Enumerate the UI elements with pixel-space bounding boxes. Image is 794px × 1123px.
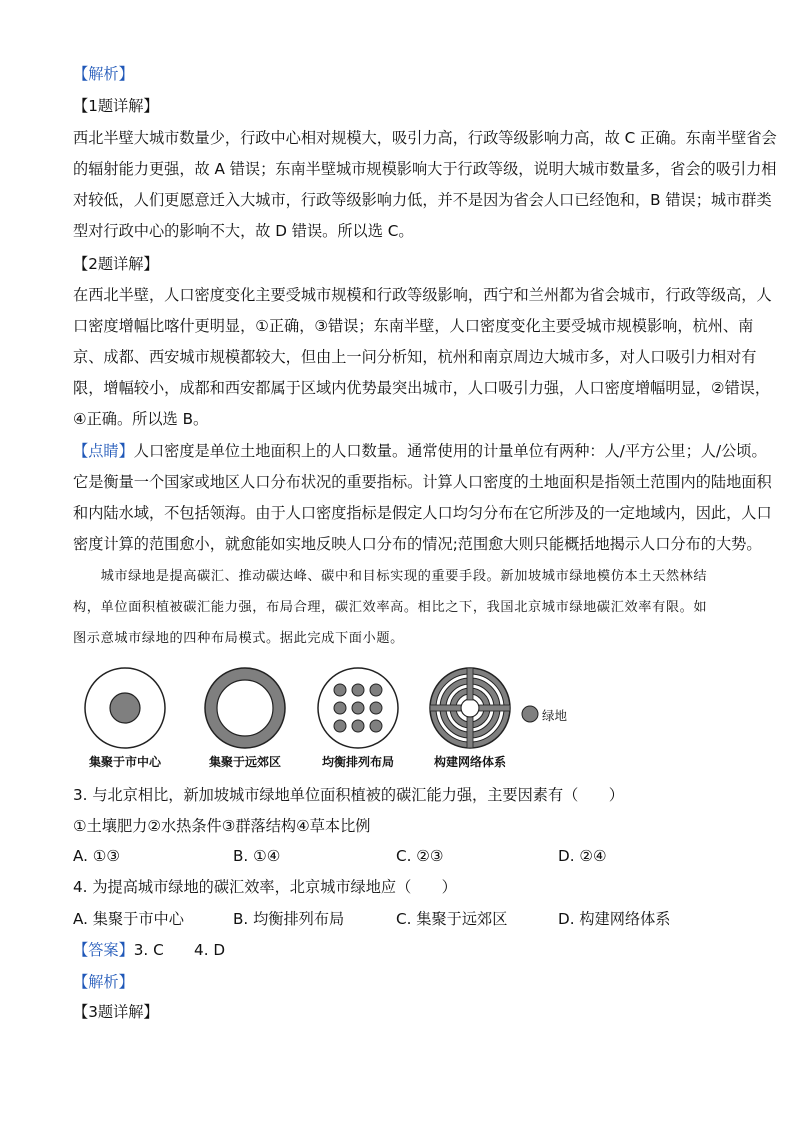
answer-label: 【答案】 bbox=[73, 941, 134, 959]
answer-text: 3. C 4. D bbox=[133, 941, 226, 959]
dianjing-text: 人口密度是单位土地面积上的人口数量。通常使用的计量单位有两种：人/平方公里；人/公顷。 bbox=[133, 442, 767, 460]
section-analysis-heading: 【解析】 bbox=[73, 65, 134, 83]
legend-green-swatch bbox=[522, 706, 538, 722]
q1-text-line: 型对行政中心的影响不大，故 D 错误。所以选 C。 bbox=[73, 222, 414, 240]
mode-even-dots bbox=[334, 684, 382, 732]
dianjing-line bbox=[73, 441, 767, 461]
q3-option-c: C. ②③ bbox=[396, 847, 444, 865]
intro-text-line: 构，单位面积植被碳汇能力强，布局合理，碳汇效率高。相比之下，我国北京城市绿地碳汇效率有限。如 bbox=[73, 600, 708, 615]
mode-suburb-ring bbox=[211, 674, 279, 742]
q2-detail-heading: 【2题详解】 bbox=[73, 255, 159, 273]
q3-option-a: A. ①③ bbox=[73, 847, 121, 865]
q2-text-line: 口密度增幅比喀什更明显，①正确，③错误；东南半壁，人口密度变化主要受城市规模影响，杭州、南 bbox=[73, 317, 754, 335]
green-space-layout-figure bbox=[70, 660, 690, 780]
q4-option-c: C. 集聚于远郊区 bbox=[396, 910, 508, 928]
answer-line bbox=[73, 940, 225, 960]
intro-text-line: 图示意城市绿地的四种布局模式。据此完成下面小题。 bbox=[73, 631, 404, 646]
figure-label: 均衡排列布局 bbox=[321, 755, 394, 769]
section-analysis-heading-2: 【解析】 bbox=[73, 973, 134, 991]
q1-text-line: 的辐射能力更强，故 A 错误；东南半壁城市规模影响大于行政等级，说明大城市数量多，省会的吸引力相 bbox=[73, 160, 777, 178]
intro-text-line: 城市绿地是提高碳汇、推动碳达峰、碳中和目标实现的重要手段。新加坡城市绿地模仿本土天然林结 bbox=[73, 569, 708, 584]
q4-option-a: A. 集聚于市中心 bbox=[73, 910, 184, 928]
q4-option-d: D. 构建网络体系 bbox=[558, 910, 671, 928]
q3-option-d: D. ②④ bbox=[558, 847, 607, 865]
legend-label: 绿地 bbox=[542, 708, 568, 723]
q1-text-line: 对较低，人们更愿意迁入大城市，行政等级影响力低，并不是因为省会人口已经饱和，B 错误；城市群类 bbox=[73, 191, 772, 209]
q2-text-line: 限，增幅较小，成都和西安都属于区域内优势最突出城市，人口吸引力强，人口密度增幅明显，②错误， bbox=[73, 379, 771, 397]
figure-label: 集聚于远郊区 bbox=[208, 755, 281, 769]
q1-detail-heading: 【1题详解】 bbox=[73, 97, 159, 115]
dianjing-text-line: 密度计算的范围愈小，就愈能如实地反映人口分布的情况;范围愈大则只能概括地揭示人口分布的大势。 bbox=[73, 535, 762, 553]
q1-text-line: 西北半壁大城市数量少，行政中心相对规模大，吸引力高，行政等级影响力高，故 C 正确。东南半壁省会 bbox=[73, 129, 777, 147]
dianjing-text-line: 和内陆水域，不包括领海。由于人口密度指标是假定人口均匀分布在它所涉及的一定地域内，因此，人口 bbox=[73, 504, 772, 522]
mode-network bbox=[430, 668, 510, 748]
q3-detail-heading: 【3题详解】 bbox=[73, 1003, 159, 1021]
dianjing-label: 【点睛】 bbox=[73, 442, 134, 460]
q2-text-line: ④正确。所以选 B。 bbox=[73, 410, 209, 428]
mode-center-green bbox=[110, 693, 140, 723]
q2-text-line: 京、成都、西安城市规模都较大，但由上一问分析知，杭州和南京周边大城市多，对人口吸引力相对有 bbox=[73, 348, 757, 366]
dianjing-text-line: 它是衡量一个国家或地区人口分布状况的重要指标。计算人口密度的土地面积是指领土范围内的陆地面积 bbox=[73, 473, 772, 491]
figure-label: 集聚于市中心 bbox=[88, 755, 161, 769]
q3-items: ①土壤肥力②水热条件③群落结构④草本比例 bbox=[73, 817, 371, 835]
q4-stem: 4. 为提高城市绿地的碳汇效率，北京城市绿地应（ ） bbox=[73, 878, 457, 896]
q3-option-b: B. ①④ bbox=[233, 847, 281, 865]
q3-stem: 3. 与北京相比，新加坡城市绿地单位面积植被的碳汇能力强，主要因素有（ ） bbox=[73, 786, 624, 804]
q4-option-b: B. 均衡排列布局 bbox=[233, 910, 345, 928]
mode-suburb-inner bbox=[217, 680, 273, 736]
q2-text-line: 在西北半壁，人口密度变化主要受城市规模和行政等级影响，西宁和兰州都为省会城市，行政等级高，人 bbox=[73, 286, 772, 304]
figure-label: 构建网络体系 bbox=[433, 755, 506, 769]
